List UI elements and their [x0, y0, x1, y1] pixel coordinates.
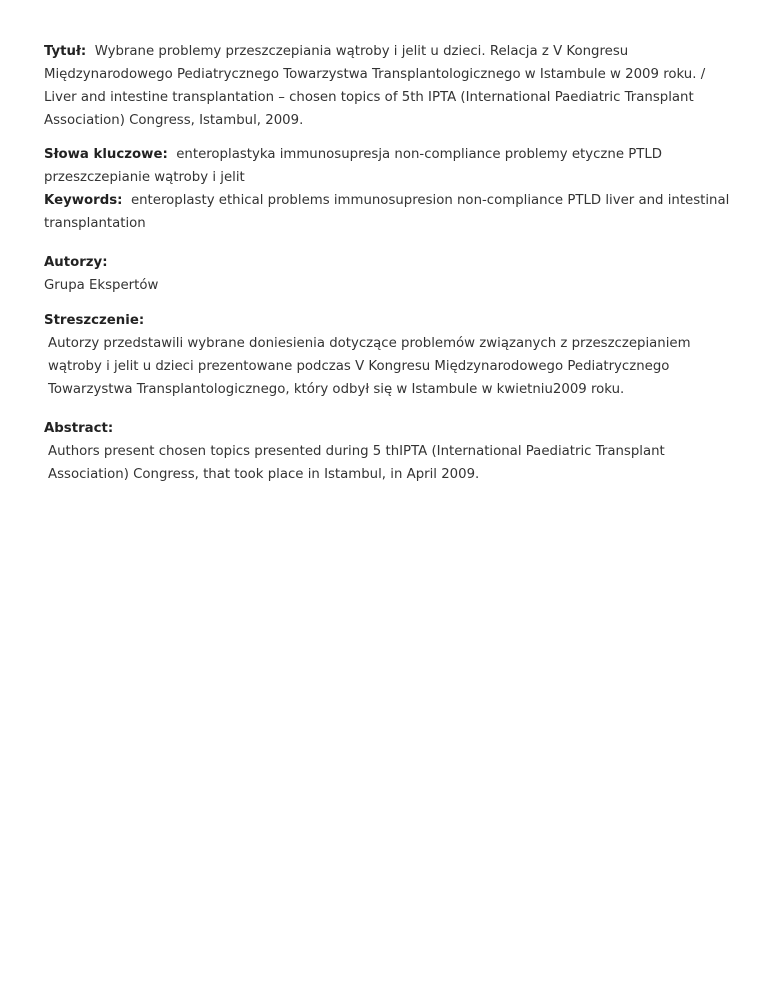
article-metadata — [0, 0, 734, 486]
authors-value: Grupa Ekspertów — [44, 278, 159, 293]
keywords-pl-field — [44, 143, 734, 189]
title-field — [44, 40, 734, 132]
authors-field — [44, 251, 734, 274]
authors-label: Autorzy: — [44, 255, 108, 270]
summary-pl-text: Autorzy przedstawili wybrane doniesienia dotyczące problemów związanych z przeszczepianiem wątroby i jelit u dzieci prezentowane podczas V Kongresu Międzynarodowego Pediatrycznego Towarzystwa Transplantologicznego, który odbył się w Istambule w kwietniu2009 roku. — [48, 336, 691, 397]
keywords-pl-label: Słowa kluczowe: — [44, 147, 168, 162]
title-value: Wybrane problemy przeszczepiania wątroby i jelit u dzieci. Relacja z V Kongresu Międzynarodowego Pediatrycznego Towarzystwa Transplantologicznego w Istambule w 2009 roku. / Liver and intestine transplantation – chosen topics of 5th IPTA (International Paediatric Transplant Association) Congress, Istambul, 2009. — [44, 44, 706, 128]
keywords-en-label: Keywords: — [44, 193, 123, 208]
keywords-en-value: enteroplasty ethical problems immunosupresion non-compliance PTLD liver and intestinal transplantation — [44, 193, 730, 231]
summary-en-label: Abstract: — [44, 421, 114, 436]
keywords-en-field — [44, 189, 734, 235]
summary-pl-heading — [44, 309, 734, 332]
title-label: Tytuł: — [44, 44, 87, 59]
summary-pl-label: Streszczenie: — [44, 313, 145, 328]
summary-en-text: Authors present chosen topics presented during 5 thIPTA (International Paediatric Transplant Association) Congress, that took place in Istambul, in April 2009. — [48, 444, 665, 482]
summary-en-heading — [44, 417, 734, 440]
keywords-pl-value: enteroplastyka immunosupresja non-compliance problemy etyczne PTLD przeszczepianie wątroby i jelit — [44, 147, 663, 185]
